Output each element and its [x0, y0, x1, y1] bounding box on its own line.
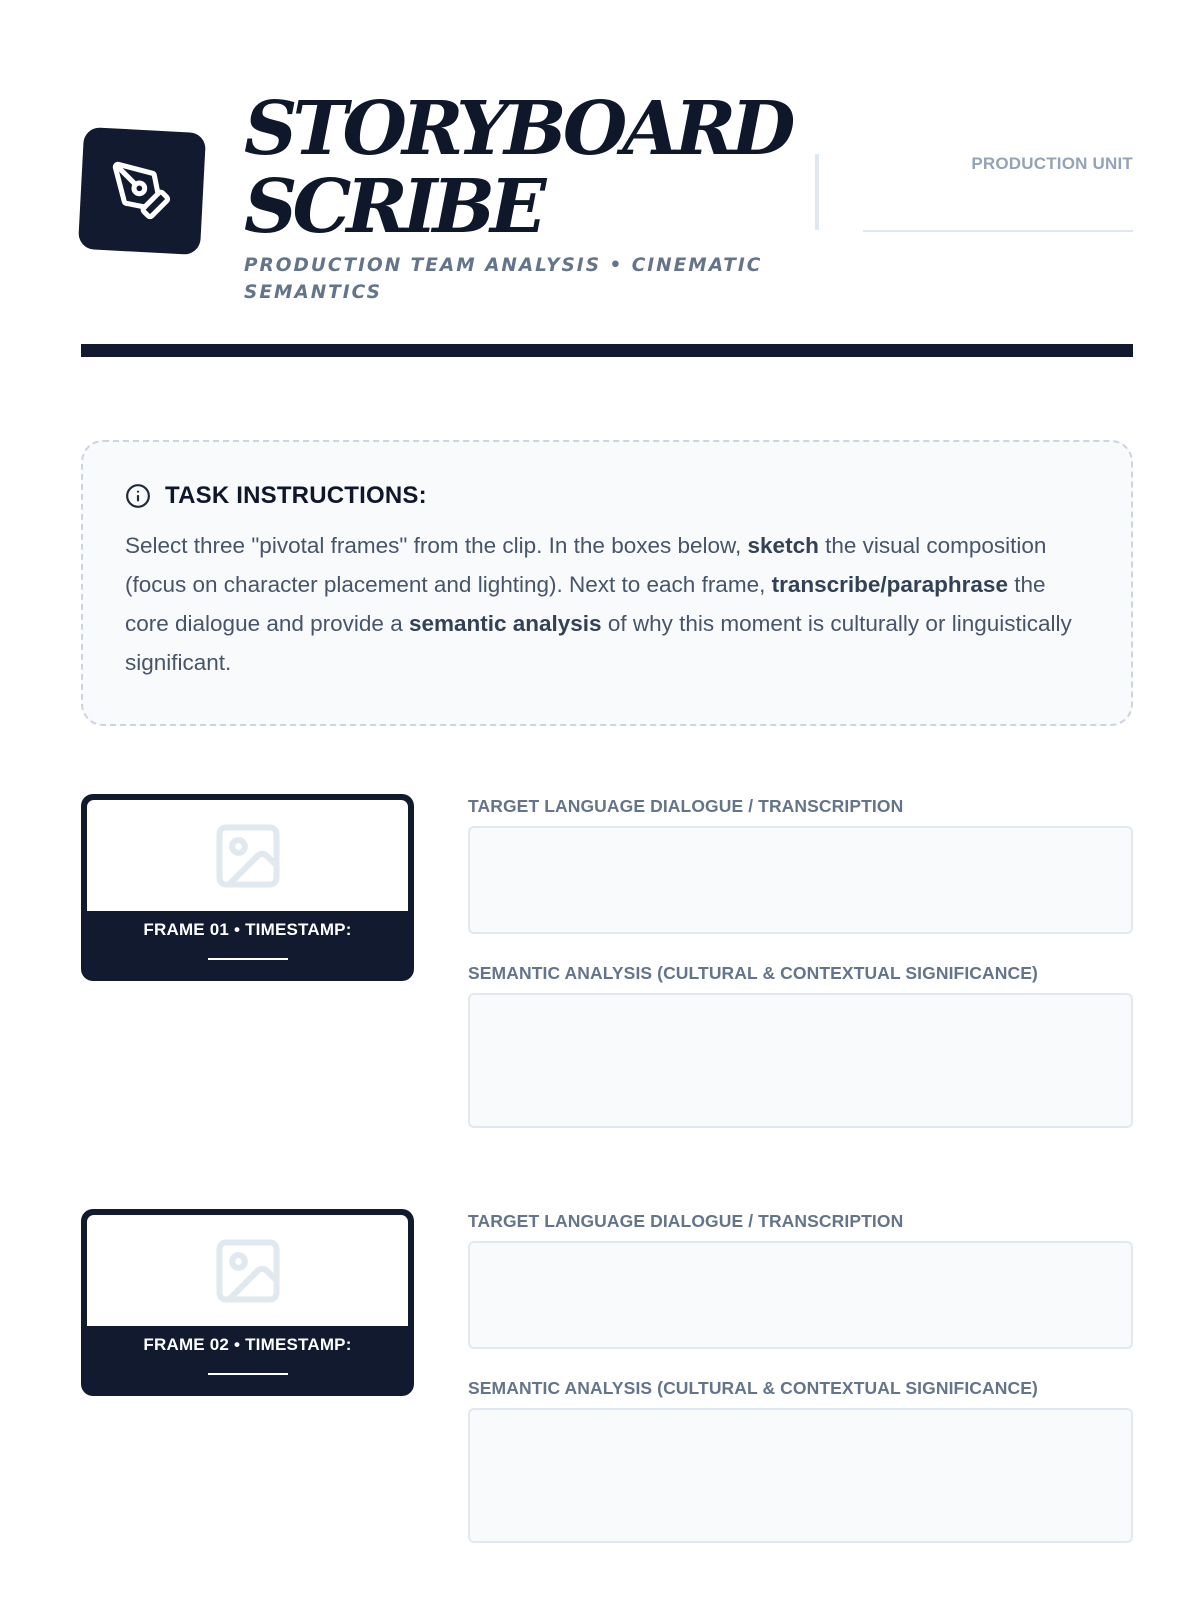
emphasis-sketch: sketch	[747, 533, 819, 558]
image-icon	[210, 818, 286, 894]
header-rule	[81, 344, 1133, 357]
page-title: STORYBOARD SCRIBE	[244, 86, 791, 250]
production-unit-label: PRODUCTION UNIT	[971, 154, 1133, 173]
timestamp-field[interactable]	[208, 1373, 288, 1375]
frame-caption: FRAME 01 • TIMESTAMP:	[143, 920, 352, 939]
page-subtitle: PRODUCTION TEAM ANALYSIS • CINEMATIC SEMANTICS	[244, 255, 763, 303]
analysis-input[interactable]	[468, 1408, 1133, 1543]
analysis-label: SEMANTIC ANALYSIS (CULTURAL & CONTEXTUAL SIGNIFICANCE)	[468, 1378, 1038, 1398]
analysis-input[interactable]	[468, 993, 1133, 1128]
info-icon	[125, 483, 151, 509]
analysis-label: SEMANTIC ANALYSIS (CULTURAL & CONTEXTUAL SIGNIFICANCE)	[468, 963, 1038, 983]
image-icon	[210, 1233, 286, 1309]
frame-image-area[interactable]	[87, 800, 408, 911]
dialogue-input[interactable]	[468, 1241, 1133, 1349]
instructions-heading	[125, 482, 1089, 510]
dialogue-input[interactable]	[468, 826, 1133, 934]
page-header	[81, 86, 1133, 360]
vertical-divider	[815, 154, 819, 230]
production-unit-field[interactable]	[863, 230, 1133, 232]
frame-section-02	[81, 1209, 1133, 1543]
frame-sketch-box[interactable]	[81, 794, 414, 981]
instructions-text: Select three "pivotal frames" from the clip. In the boxes below, sketch the visual composition (focus on character placement and lighting). Next to each frame, transcribe/paraphrase the core dialogue and provide a semantic analysis of why this moment is culturally or linguistically significant.	[125, 533, 1072, 675]
timestamp-field[interactable]	[208, 958, 288, 960]
emphasis-semantic-analysis: semantic analysis	[408, 611, 602, 636]
pen-nib-icon	[110, 159, 174, 223]
emphasis-transcribe: transcribe/paraphrase	[771, 572, 1008, 597]
logo	[78, 127, 206, 255]
task-instructions-box	[81, 440, 1133, 726]
instructions-title: TASK INSTRUCTIONS:	[165, 482, 427, 509]
frame-image-area[interactable]	[87, 1215, 408, 1326]
frame-caption: FRAME 02 • TIMESTAMP:	[143, 1335, 352, 1354]
dialogue-label: TARGET LANGUAGE DIALOGUE / TRANSCRIPTION	[468, 1211, 904, 1231]
frame-sketch-box[interactable]	[81, 1209, 414, 1396]
frame-section-01	[81, 794, 1133, 1128]
dialogue-label: TARGET LANGUAGE DIALOGUE / TRANSCRIPTION	[468, 796, 904, 816]
